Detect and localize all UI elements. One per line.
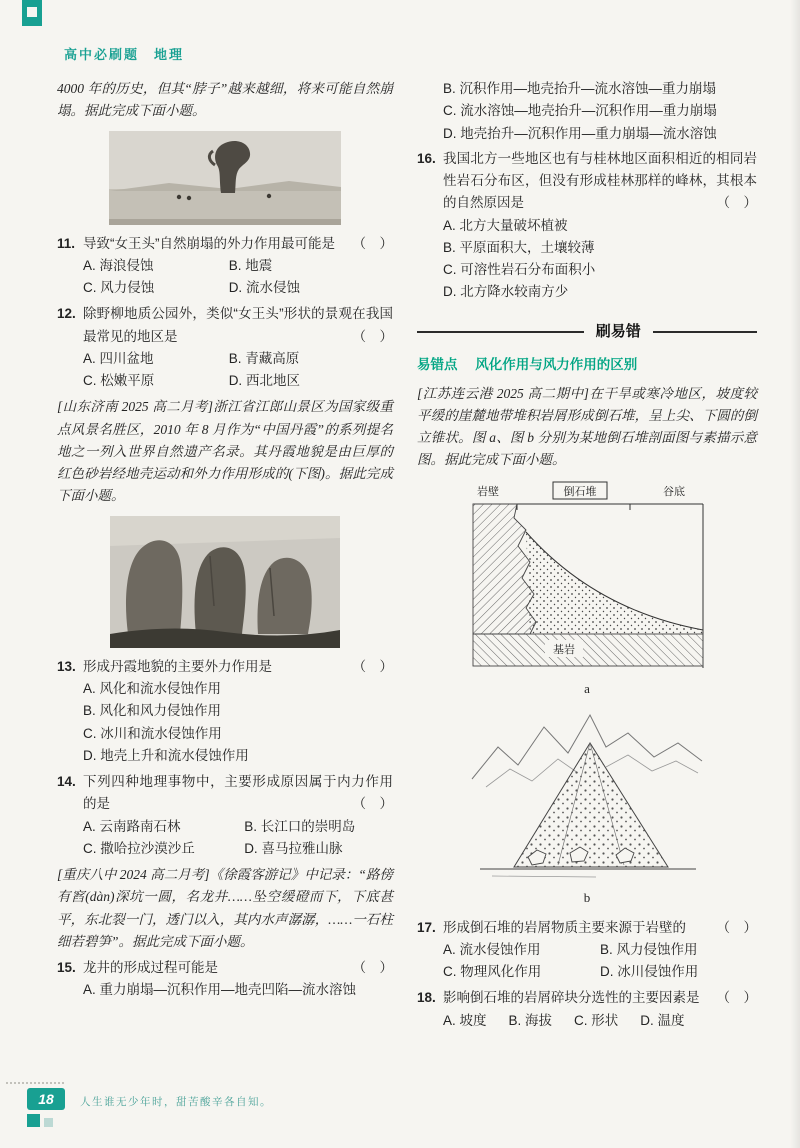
option-b: B. 平原面积大，土壤较薄 <box>443 239 595 255</box>
question-14 <box>57 771 393 860</box>
divider-line <box>417 331 584 333</box>
footer-square-gray <box>44 1118 53 1127</box>
question-stem: 形成倒石堆的岩屑物质主要来源于岩壁的 <box>443 919 686 935</box>
option-a: A. 流水侵蚀作用 <box>443 941 541 957</box>
question-number: 17. <box>417 919 436 935</box>
question-number: 12. <box>57 306 76 322</box>
answer-bracket: （ ） <box>352 796 393 812</box>
option-c: C. 物理风化作用 <box>443 964 542 980</box>
option-c: C. 形状 <box>574 1012 619 1028</box>
answer-bracket: （ ） <box>716 195 757 211</box>
photo-danxia-landform <box>110 516 340 648</box>
footer-square-teal <box>27 1114 40 1127</box>
question-12 <box>57 303 393 392</box>
option-b: B. 长江口的崇明岛 <box>244 818 356 834</box>
left-column <box>57 78 393 1006</box>
option-c: C. 风力侵蚀 <box>83 280 155 296</box>
option-c: C. 撒哈拉沙漠沙丘 <box>83 840 195 856</box>
passage-xuxiake: [重庆八中 2024 高二月考]《徐霞客游记》中记录：“路傍有窞(dàn)深坑一圆，名龙井……坠空缓磴而下，下底甚平，东北裂一门，透门以入，其内水声潺潺，……一石柱细若碧笋”。据此完成下面小题。 <box>57 867 393 949</box>
answer-bracket: （ ） <box>352 328 393 344</box>
footer-dotted-line <box>6 1082 64 1084</box>
option-c: C. 可溶性岩石分布面积小 <box>443 262 596 278</box>
label-cliff: 岩壁 <box>477 485 499 498</box>
passage-danxia: [山东济南 2025 高二月考]浙江省江郎山景区为国家级重点风景名胜区，2010 年 8 月作为“中国丹霞”的系列提名地之一列入世界自然遗产名录。其丹霞地貌是由巨厚的红色砂岩经地壳运动和外力作用形成的(下图)。据此完成下面小题。 <box>57 399 393 504</box>
option-a: A. 云南路南石林 <box>83 818 181 834</box>
answer-bracket: （ ） <box>352 658 393 674</box>
option-b: B. 沉积作用—地壳抬升—流水溶蚀—重力崩塌 <box>443 81 717 96</box>
error-point-label: 易错点 <box>417 357 458 373</box>
question-stem: 影响倒石堆的岩屑碎块分选性的主要因素是 <box>443 990 700 1006</box>
error-point-title: 风化作用与风力作用的区别 <box>475 357 638 373</box>
answer-bracket: （ ） <box>352 960 393 976</box>
option-c: C. 冰川和流水侵蚀作用 <box>83 725 222 741</box>
option-b: B. 青藏高原 <box>228 350 300 366</box>
option-b: B. 地震 <box>228 257 273 273</box>
question-18 <box>417 987 757 1032</box>
option-a: A. 风化和流水侵蚀作用 <box>83 680 222 696</box>
option-a: A. 四川盆地 <box>83 350 154 366</box>
question-stem: 形成丹霞地貌的主要外力作用是 <box>83 658 272 674</box>
question-11 <box>57 233 393 300</box>
question-15-options-continued <box>443 78 757 145</box>
photo-queens-head <box>109 131 341 225</box>
question-stem: 除野柳地质公园外，类似“女王头”形状的景观在我国最常见的地区是 <box>83 306 393 344</box>
option-a: A. 海浪侵蚀 <box>83 257 154 273</box>
option-d: D. 喜马拉雅山脉 <box>244 840 343 856</box>
option-c: C. 流水溶蚀—地壳抬升—沉积作用—重力崩塌 <box>443 103 717 119</box>
corner-logo <box>22 0 42 26</box>
diagram-talus-sketch <box>466 707 708 885</box>
question-number: 18. <box>417 990 436 1006</box>
option-d: D. 地壳抬升—沉积作用—重力崩塌—流水溶蚀 <box>443 125 717 141</box>
question-stem: 龙井的形成过程可能是 <box>83 960 218 976</box>
option-c: C. 松嫩平原 <box>83 373 155 389</box>
passage-talus: [江苏连云港 2025 高二期中]在干旱或寒冷地区，坡度较平缓的崖麓地带堆积岩屑形成倒石堆，呈上尖、下圆的倒立锥状。图 a、图 b 分别为某地倒石堆剖面图与素描示意图。据此完成下面小题。 <box>417 385 757 468</box>
question-number: 11. <box>57 235 76 251</box>
question-16 <box>417 148 757 304</box>
option-d: D. 地壳上升和流水侵蚀作用 <box>83 747 249 763</box>
label-talus: 倒石堆 <box>563 485 597 498</box>
question-number: 15. <box>57 960 76 976</box>
question-number: 16. <box>417 150 436 166</box>
label-valley: 谷底 <box>663 485 685 498</box>
error-point-heading <box>417 354 757 376</box>
option-d: D. 流水侵蚀 <box>228 280 300 296</box>
answer-bracket: （ ） <box>716 919 757 935</box>
intro-passage: 4000 年的历史，但其“脖子”越来越细，将来可能自然崩塌。据此完成下面小题。 <box>57 81 393 119</box>
divider-line <box>653 331 757 333</box>
option-b: B. 风力侵蚀作用 <box>600 941 698 957</box>
option-a: A. 重力崩塌—沉积作用—地壳凹陷—流水溶蚀 <box>83 982 357 998</box>
corner-logo-inner <box>27 7 37 17</box>
answer-bracket: （ ） <box>352 235 393 251</box>
question-17 <box>417 917 757 984</box>
answer-bracket: （ ） <box>716 990 757 1006</box>
question-15 <box>57 957 393 1002</box>
page-number-badge: 18 <box>27 1088 65 1110</box>
footer-motto: 人生谁无少年时，甜苦酸辛各自知。 <box>80 1096 272 1108</box>
option-d: D. 温度 <box>640 1012 685 1028</box>
option-d: D. 冰川侵蚀作用 <box>600 964 699 980</box>
question-number: 13. <box>57 658 76 674</box>
question-13 <box>57 656 393 767</box>
figure-a-caption: a <box>584 680 590 696</box>
option-b: B. 风化和风力侵蚀作用 <box>83 703 222 719</box>
figure-b-caption: b <box>583 890 591 906</box>
question-stem: 下列四种地理事物中，主要形成原因属于内力作用的是 <box>83 774 393 812</box>
question-number: 14. <box>57 774 76 790</box>
label-bedrock: 基岩 <box>553 643 575 656</box>
page-header-title: 高中必刷题 地理 <box>64 47 185 62</box>
option-a: A. 北方大量破坏植被 <box>443 217 568 233</box>
option-a: A. 坡度 <box>443 1012 487 1028</box>
option-b: B. 海拔 <box>508 1012 553 1028</box>
question-stem: 导致“女王头”自然崩塌的外力作用最可能是 <box>83 235 335 251</box>
diagram-talus-cross-section <box>465 480 709 676</box>
section-title: 刷易错 <box>595 322 641 340</box>
section-divider-shuayicuo <box>417 320 757 345</box>
option-d: D. 北方降水较南方少 <box>443 284 569 300</box>
question-stem: 我国北方一些地区也有与桂林地区面积相近的相同岩性岩石分布区，但没有形成桂林那样的峰林，其根本的自然原因是 <box>443 150 757 211</box>
right-column <box>417 78 757 1036</box>
option-d: D. 西北地区 <box>228 373 300 389</box>
